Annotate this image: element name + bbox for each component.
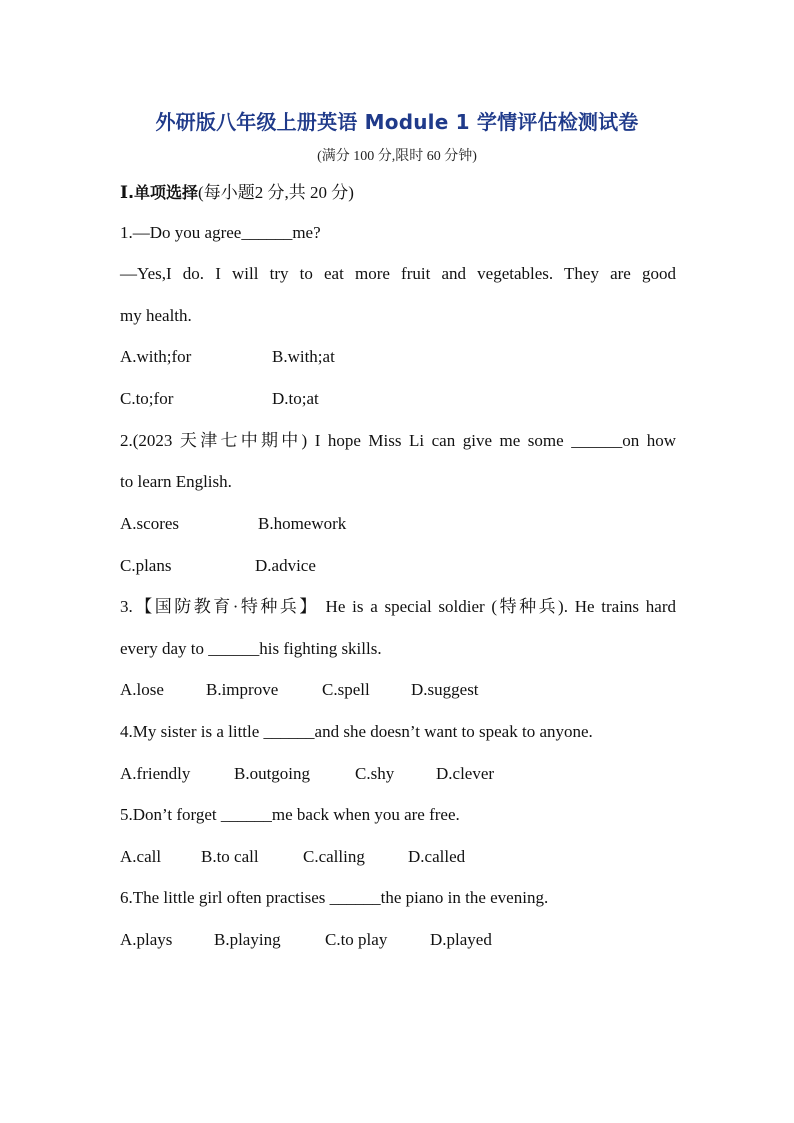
option-d[interactable]: D.clever <box>436 764 495 783</box>
option-b[interactable]: B.improve <box>206 680 279 699</box>
option-a[interactable]: A.with;for <box>120 347 192 366</box>
option-b[interactable]: B.to call <box>201 847 259 866</box>
question-1-stem: 1.—Do you agree______me? <box>120 223 321 242</box>
option-b[interactable]: B.homework <box>258 514 347 533</box>
option-b[interactable]: B.outgoing <box>234 764 311 783</box>
question-4-stem: 4.My sister is a little ______and she doesn’t want to speak to anyone. <box>120 722 593 741</box>
question-3-stem: 3.【国防教育·特种兵】 He is a special soldier (特种兵). He trains hard <box>120 597 676 616</box>
option-d[interactable]: D.played <box>430 930 492 949</box>
question-2-stem: 2.(2023 天津七中期中) I hope Miss Li can give me some ______on how <box>120 431 676 450</box>
option-c[interactable]: C.calling <box>303 847 365 866</box>
section-note: (每小题2 分,共 20 分) <box>198 183 354 202</box>
option-a[interactable]: A.scores <box>120 514 180 533</box>
option-d[interactable]: D.suggest <box>411 680 479 699</box>
option-d[interactable]: D.called <box>408 847 466 866</box>
option-c[interactable]: C.spell <box>322 680 370 699</box>
option-a[interactable]: A.lose <box>120 680 164 699</box>
section-heading <box>120 178 354 203</box>
option-b[interactable]: B.with;at <box>272 347 335 366</box>
exam-info: (满分 100 分,限时 60 分钟) <box>317 149 477 164</box>
option-c[interactable]: C.to;for <box>120 389 174 408</box>
page-title: 外研版八年级上册英语 Module 1 学情评估检测试卷 <box>155 110 639 134</box>
option-b[interactable]: B.playing <box>214 930 281 949</box>
question-3-stem-cont: every day to ______his fighting skills. <box>120 639 382 658</box>
option-c[interactable]: C.plans <box>120 556 172 575</box>
option-a[interactable]: A.call <box>120 847 162 866</box>
section-label: .单项选择 <box>127 183 199 202</box>
option-d[interactable]: D.advice <box>255 556 316 575</box>
section-numeral: Ⅰ <box>120 183 128 202</box>
question-1-response: —Yes,I do. I will try to eat more fruit and vegetables. They are good <box>120 264 676 283</box>
option-a[interactable]: A.plays <box>120 930 173 949</box>
question-5-stem: 5.Don’t forget ______me back when you are free. <box>120 805 460 824</box>
option-c[interactable]: C.to play <box>325 930 388 949</box>
option-c[interactable]: C.shy <box>355 764 395 783</box>
question-1-response-cont: my health. <box>120 306 192 325</box>
question-6-stem: 6.The little girl often practises ______the piano in the evening. <box>120 888 549 907</box>
option-d[interactable]: D.to;at <box>272 389 319 408</box>
question-2-stem-cont: to learn English. <box>120 472 232 491</box>
option-a[interactable]: A.friendly <box>120 764 191 783</box>
